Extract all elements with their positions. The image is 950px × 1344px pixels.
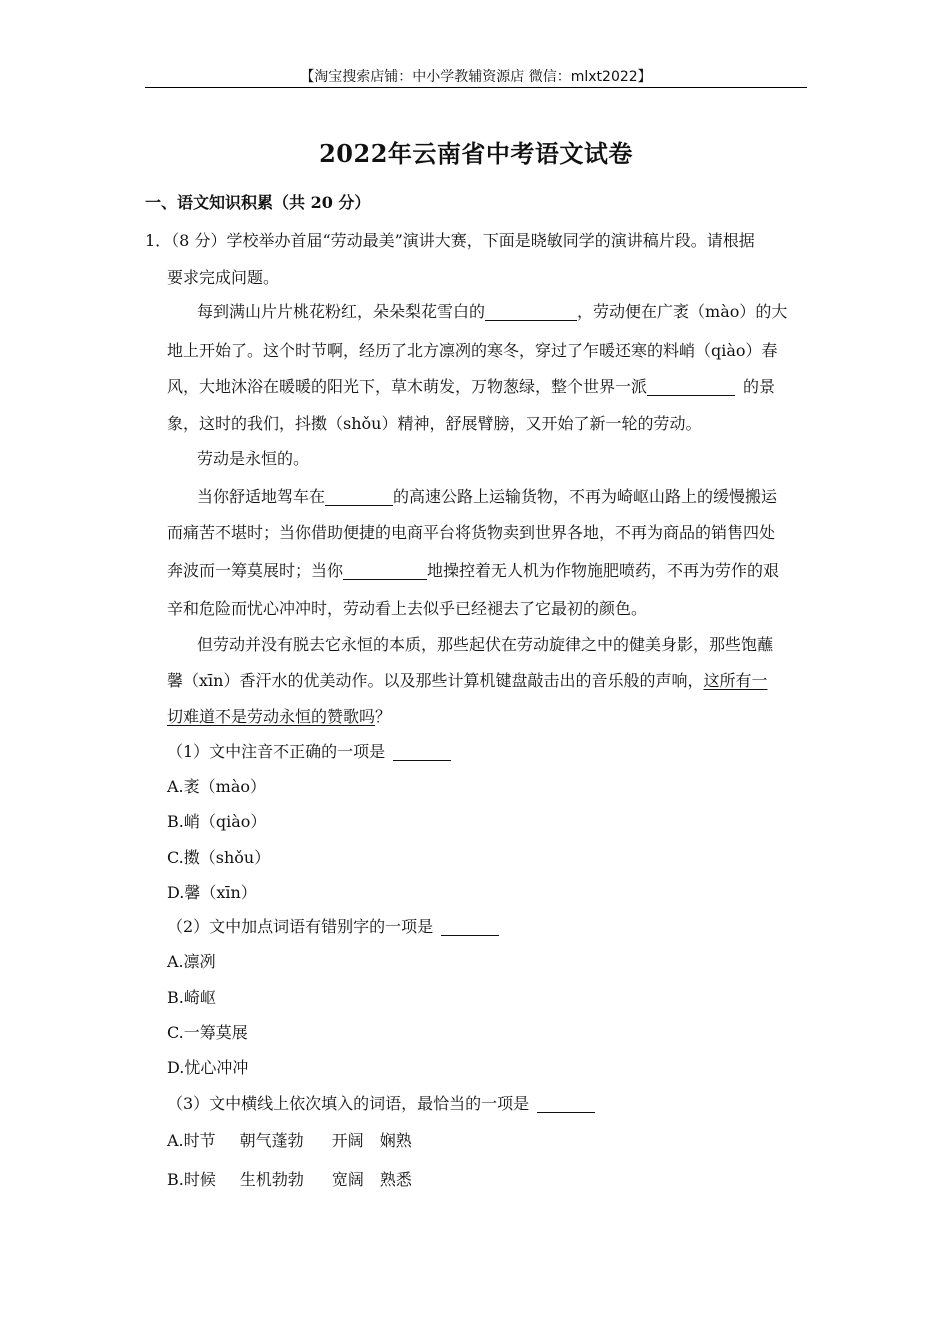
section-heading: 一、语文知识积累（共 20 分） [145,193,371,212]
option: B.崎岖 [167,988,216,1007]
passage-line: 劳动是永恒的。 [197,449,310,468]
option: B.时候 生机勃勃 宽阔 熟悉 [167,1170,412,1189]
option: D.馨（xīn） [167,883,257,902]
question-intro-cont: 要求完成问题。 [167,268,280,287]
question-1 [145,0,807,1344]
underlined-sentence: 切难道不是劳动永恒的赞歌吗 [167,707,376,726]
passage-line: 地上开始了。这个时节啊，经历了北方凛冽的寒冬，穿过了乍暖还寒的料峭（qiào）春 [167,341,778,360]
sub-question-1: （1）文中注音不正确的一项是 [167,739,451,762]
page-title: 2022年云南省中考语文试卷 [319,139,633,168]
answer-blank [441,917,499,936]
option: C.擞（shǒu） [167,848,271,867]
sub-question-2: （2）文中加点词语有错别字的一项是 [167,914,499,937]
passage-line: 象，这时的我们，抖擞（shǒu）精神，舒展臂膀，又开始了新一轮的劳动。 [167,414,702,433]
passage-line: 切难道不是劳动永恒的赞歌吗？ [167,707,392,726]
passage-line: 馨（xīn）香汗水的优美动作。以及那些计算机键盘敲击出的音乐般的声响，这所有一 [167,671,768,690]
question-intro: 1．（8 分）学校举办首届“劳动最美”演讲大赛，下面是晓敏同学的演讲稿片段。请根据 [145,231,755,250]
option: A.袤（mào） [167,777,266,796]
fill-blank [325,487,393,506]
passage-line: 而痛苦不堪时；当你借助便捷的电商平台将货物卖到世界各地，不再为商品的销售四处 [167,523,776,542]
option: A.凛冽 [167,952,216,971]
fill-blank [343,561,427,580]
option: D.忧心冲冲 [167,1058,249,1077]
page-header: 【淘宝搜索店铺：中小学教辅资源店 微信：mlxt2022】 [300,69,652,85]
passage-line: 风，大地沐浴在暖暖的阳光下，草木萌发，万物葱绿，整个世界一派 的景 [167,377,776,396]
sub-question-3: （3）文中横线上依次填入的词语，最恰当的一项是 [167,1091,595,1114]
answer-blank [393,742,451,761]
fill-blank [485,302,577,321]
passage-line: 但劳动并没有脱去它永恒的本质，那些起伏在劳动旋律之中的健美身影，那些饱蘸 [197,635,774,654]
option: A.时节 朝气蓬勃 开阔 娴熟 [167,1131,412,1150]
passage-line: 每到满山片片桃花粉红，朵朵梨花雪白的 ，劳动便在广袤（mào）的大 [197,302,788,321]
passage-line: 辛和危险而忧心冲冲时，劳动看上去似乎已经褪去了它最初的颜色。 [167,599,648,618]
option: C.一筹莫展 [167,1023,248,1042]
fill-blank [647,377,735,396]
passage-line: 当你舒适地驾车在 的高速公路上运输货物，不再为崎岖山路上的缓慢搬运 [197,487,778,506]
passage-line: 奔波而一筹莫展时；当你 地操控着无人机为作物施肥喷药，不再为劳作的艰 [167,561,780,580]
option: B.峭（qiào） [167,812,267,831]
answer-blank [537,1094,595,1113]
underlined-sentence: 这所有一 [703,671,768,690]
